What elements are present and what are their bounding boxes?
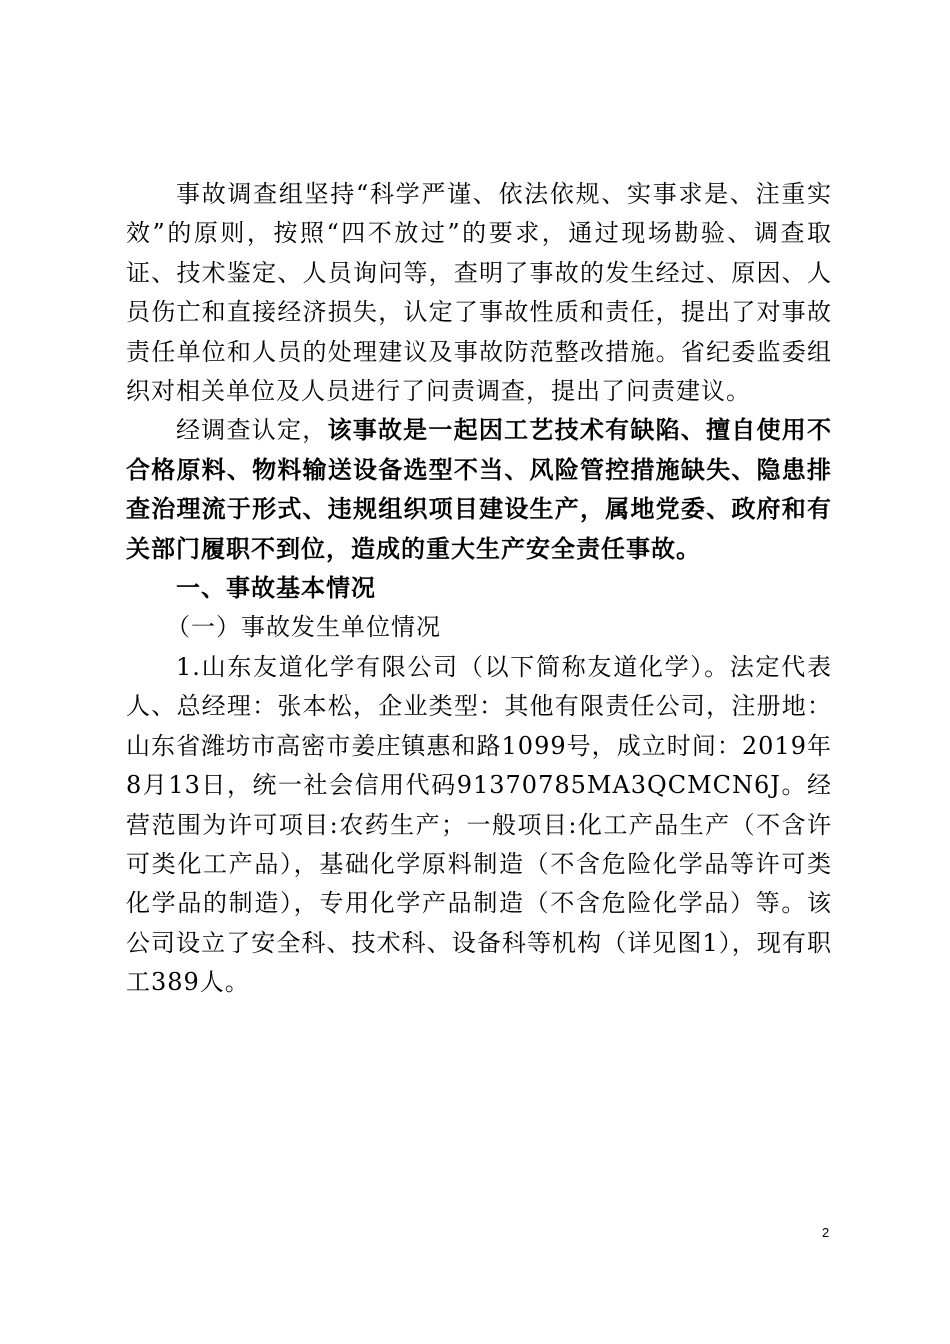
paragraph-company-info: 1.山东友道化学有限公司（以下简称友道化学）。法定代表人、总经理：张本松，企业类型：其他有限责任公司，注册地：山东省潍坊市高密市姜庄镇惠和路1099号，成立时间：2019年8月13日，统一社会信用代码91370785MA3QCMCN6J。经营范围为许可项目:农药生产；一般项目:化工产品生产（不含许可类化工产品），基础化学原料制造（不含危险化学品等许可类化学品的制造），专用化学产品制造（不含危险化学品）等。该公司设立了安全科、技术科、设备科等机构（详见图1），现有职工389人。 xyxy=(126,652,832,997)
paragraph-investigation-principles: 事故调查组坚持“科学严谨、依法依规、实事求是、注重实效”的原则，按照“四不放过”的要求，通过现场勘验、调查取证、技术鉴定、人员询问等，查明了事故的发生经过、原因、人员伤亡和直接经济损失，认定了事故性质和责任，提出了对事故责任单位和人员的处理建议及事故防范整改措施。省纪委监委组织对相关单位及人员进行了问责调查，提出了问责建议。 xyxy=(126,180,832,406)
determination-lead-text: 经调查认定， xyxy=(176,416,328,445)
paragraph-accident-determination xyxy=(126,411,832,569)
document-page xyxy=(126,175,832,1003)
subsection-heading: （一）事故发生单位情况 xyxy=(166,613,441,642)
determination-bold-text: 该事故是一起因工艺技术有缺陷、擅自使用不合格原料、物料输送设备选型不当、风险管控措施缺失、隐患排查治理流于形式、违规组织项目建设生产，属地党委、政府和有关部门履职不到位，造成的重大生产安全责任事故。 xyxy=(126,416,833,563)
page-number: 2 xyxy=(822,1225,830,1240)
section-heading: 一、事故基本情况 xyxy=(176,574,376,603)
